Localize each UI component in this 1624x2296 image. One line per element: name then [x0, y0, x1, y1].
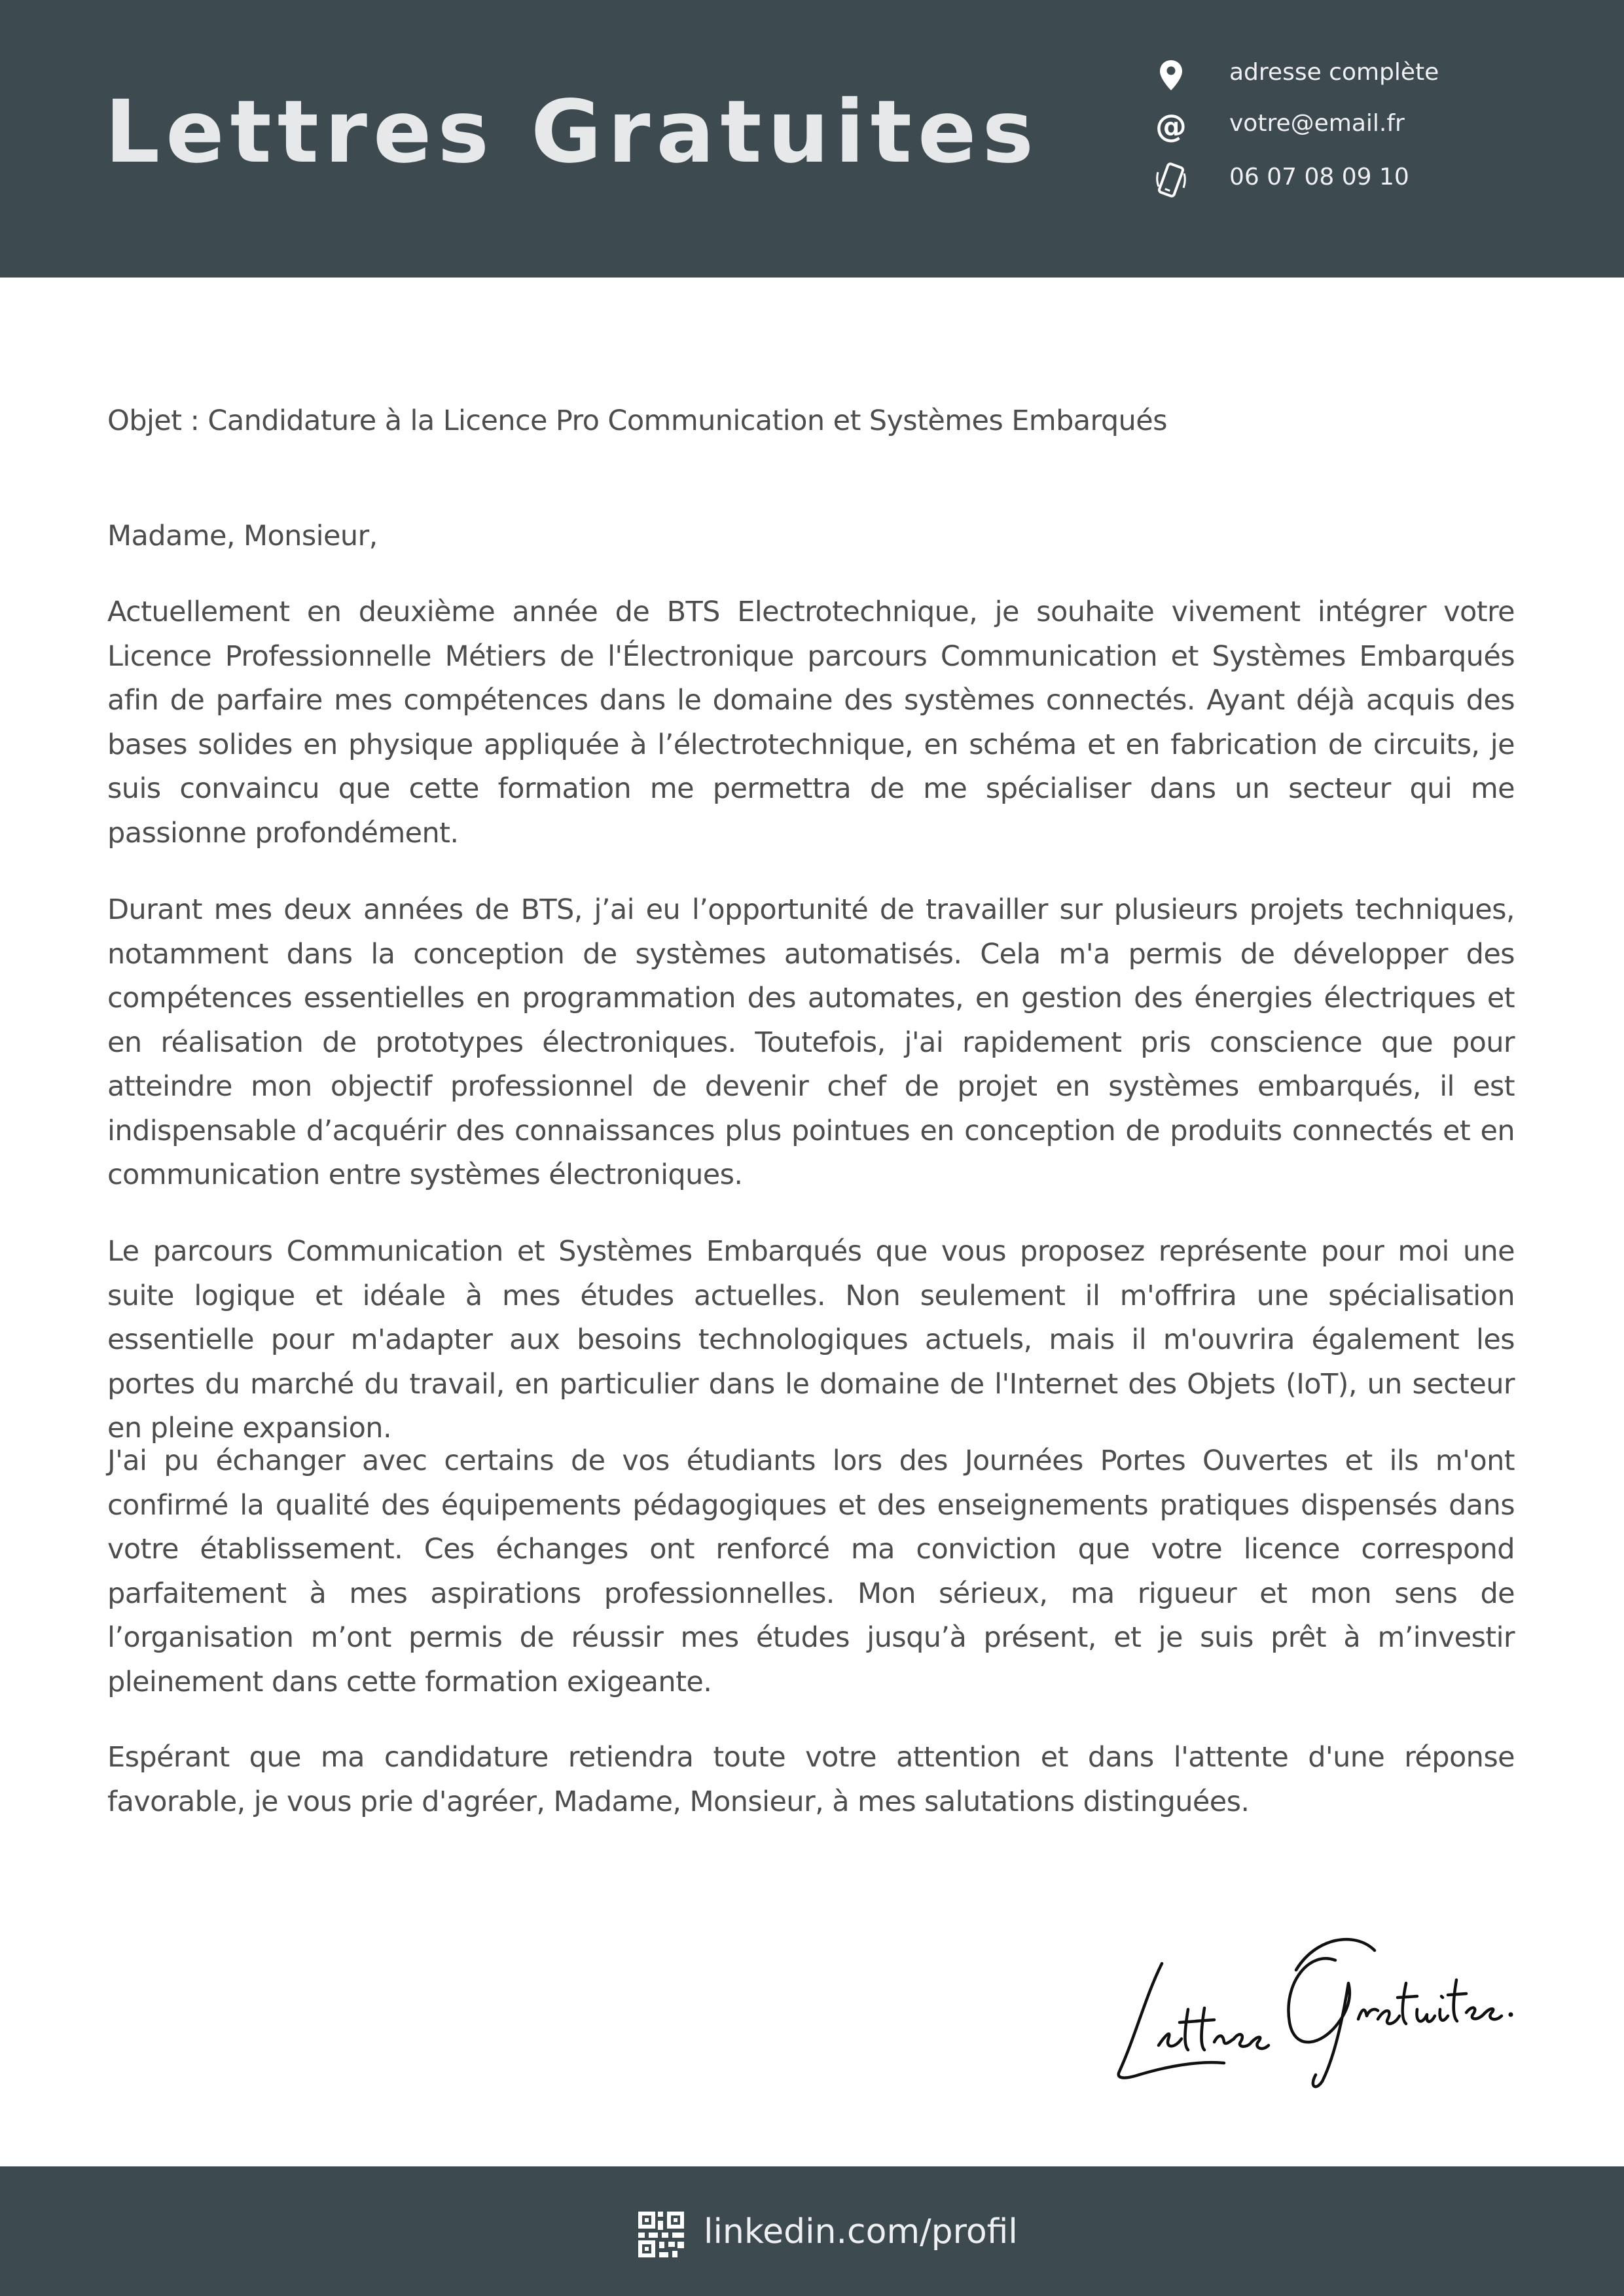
letter-paragraph: [107, 888, 1515, 1198]
letter-salutation: Madame, Monsieur,: [107, 520, 378, 552]
letter-paragraph: [107, 1736, 1515, 1824]
paragraph-2: Durant mes deux années de BTS, j’ai eu l’opportunité de travailler sur plusieurs projets techniques, notamment dans la conception de systèmes automatisés. Cela m'a permis de développer des compétences essentielles en programmation des automates, en gestion des énergies électriques et en réalisation de prototypes électroniques. Toutefois, j'ai rapidement pris conscience que pour atteindre mon objectif professionnel de devenir chef de projet en systèmes embarqués, il est indispensable d’acquérir des connaissances plus pointues en conception de produits connectés et en communication entre systèmes électroniques.: [107, 893, 1515, 1191]
at-sign-icon: @: [1155, 108, 1187, 145]
letter-subject: Objet : Candidature à la Licence Pro Communication et Systèmes Embarqués: [107, 404, 1167, 437]
header-band: [0, 0, 1624, 278]
linkedin-link[interactable]: linkedin.com/profil: [704, 2212, 1018, 2251]
paragraph-5: Espérant que ma candidature retiendra toute votre attention et dans l'attente d'une réponse favorable, je vous prie d'agréer, Madame, Monsieur, à mes salutations distinguées.: [107, 1741, 1515, 1818]
qr-code-icon: [638, 2212, 684, 2257]
letter-paragraph: [107, 1439, 1515, 1704]
contact-address: [1152, 52, 1558, 98]
footer-band: [0, 2166, 1624, 2296]
paragraph-3: Le parcours Communication et Systèmes Embarqués que vous proposez représente pour moi une suite logique et idéale à mes études actuelles. Non seulement il m'offrira une spécialisation essentielle pour m'adapter aux besoins technologiques actuels, mais il m'ouvrira également les portes du marché du travail, en particulier dans le domaine de l'Internet des Objets (IoT), un secteur en pleine expansion.: [107, 1235, 1515, 1444]
email-text[interactable]: votre@email.fr: [1229, 110, 1405, 137]
location-pin-icon: [1152, 52, 1190, 98]
letter-paragraph: [107, 590, 1515, 855]
contact-email: [1152, 103, 1558, 149]
sender-name: Lettres Gratuites: [105, 82, 1040, 183]
letter-paragraph: [107, 1230, 1515, 1451]
phone-icon: [1152, 157, 1190, 203]
paragraph-1: Actuellement en deuxième année de BTS Electrotechnique, je souhaite vivement intégrer votre Licence Professionnelle Métiers de l'Électronique parcours Communication et Systèmes Embarqués afin de parfaire mes compétences dans le domaine des systèmes connectés. Ayant déjà acquis des bases solides en physique appliquée à l’électrotechnique, en schéma et en fabrication de circuits, je suis convaincu que cette formation me permettra de me spécialiser dans un secteur qui me passionne profondément.: [107, 596, 1515, 850]
handwritten-signature: [1100, 1911, 1519, 2094]
contact-phone: [1152, 157, 1558, 203]
phone-text: 06 07 08 09 10: [1229, 164, 1409, 190]
paragraph-4: J'ai pu échanger avec certains de vos étudiants lors des Journées Portes Ouvertes et ils m'ont confirmé la qualité des équipements pédagogiques et des enseignements pratiques dispensés dans votre établissement. Ces échanges ont renforcé ma conviction que votre licence correspond parfaitement à mes aspirations professionnelles. Mon sérieux, ma rigueur et mon sens de l’organisation m’ont permis de réussir mes études jusqu’à présent, et je suis prêt à m’investir pleinement dans cette formation exigeante.: [107, 1444, 1515, 1698]
address-text: adresse complète: [1229, 59, 1439, 86]
